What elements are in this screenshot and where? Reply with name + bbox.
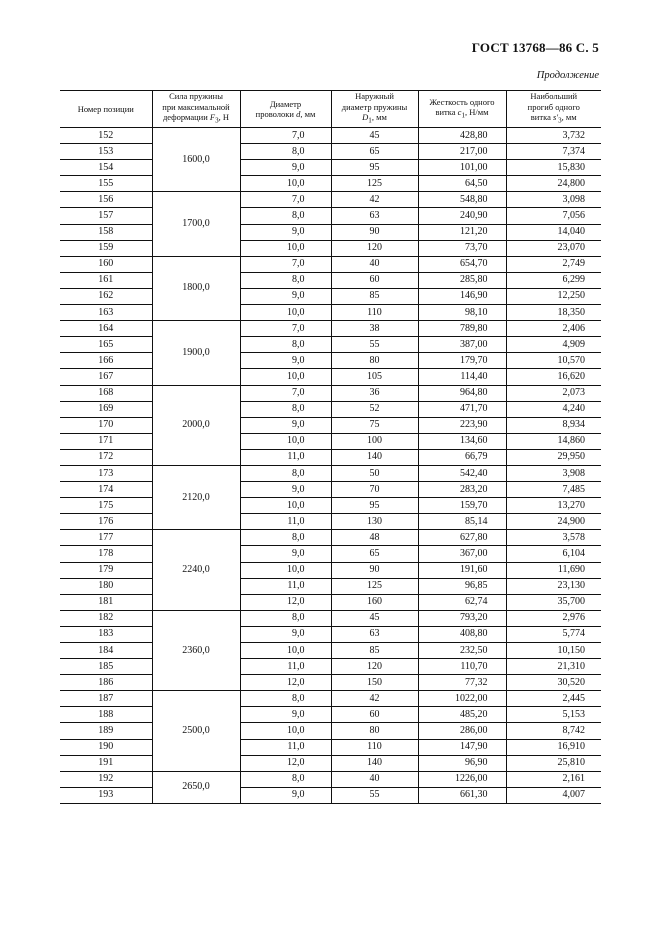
max-deflection-cell: 4,007 [506, 787, 601, 803]
position-cell: 177 [60, 530, 152, 546]
position-cell: 174 [60, 482, 152, 498]
table-row [60, 176, 601, 192]
position-cell: 176 [60, 514, 152, 530]
coil-stiffness-cell: 283,20 [418, 482, 506, 498]
wire-diameter-cell: 8,0 [240, 771, 331, 787]
outer-diameter-cell: 70 [331, 482, 418, 498]
max-deflection-cell: 7,056 [506, 208, 601, 224]
coil-stiffness-cell: 654,70 [418, 256, 506, 272]
position-cell: 188 [60, 707, 152, 723]
outer-diameter-cell: 110 [331, 305, 418, 321]
max-deflection-cell: 10,570 [506, 353, 601, 369]
coil-stiffness-cell: 485,20 [418, 707, 506, 723]
coil-stiffness-cell: 147,90 [418, 739, 506, 755]
table-row [60, 755, 601, 771]
coil-stiffness-cell: 66,79 [418, 449, 506, 465]
coil-stiffness-cell: 1022,00 [418, 691, 506, 707]
wire-diameter-cell: 8,0 [240, 337, 331, 353]
max-deflection-cell: 23,070 [506, 240, 601, 256]
position-cell: 154 [60, 160, 152, 176]
coil-stiffness-cell: 240,90 [418, 208, 506, 224]
outer-diameter-cell: 85 [331, 288, 418, 304]
header-max-deflection: Наибольший прогиб одного витка $s'_3$, мм [506, 91, 601, 128]
position-cell: 182 [60, 610, 152, 626]
outer-diameter-cell: 85 [331, 643, 418, 659]
position-cell: 165 [60, 337, 152, 353]
position-cell: 164 [60, 321, 152, 337]
coil-stiffness-cell: 85,14 [418, 514, 506, 530]
coil-stiffness-cell: 62,74 [418, 594, 506, 610]
header-coil-stiffness: Жесткость одного витка $c_1$, Н/мм [418, 91, 506, 128]
table-body [60, 128, 601, 804]
wire-diameter-cell: 9,0 [240, 288, 331, 304]
coil-stiffness-cell: 217,00 [418, 144, 506, 160]
force-cell: 2240,0 [152, 530, 240, 610]
table-row [60, 691, 601, 707]
table-row [60, 192, 601, 208]
position-cell: 191 [60, 755, 152, 771]
position-cell: 186 [60, 675, 152, 691]
outer-diameter-cell: 75 [331, 417, 418, 433]
position-cell: 181 [60, 594, 152, 610]
max-deflection-cell: 30,520 [506, 675, 601, 691]
max-deflection-cell: 14,860 [506, 433, 601, 449]
max-deflection-cell: 11,690 [506, 562, 601, 578]
max-deflection-cell: 25,810 [506, 755, 601, 771]
wire-diameter-cell: 9,0 [240, 626, 331, 642]
outer-diameter-cell: 63 [331, 626, 418, 642]
max-deflection-cell: 6,104 [506, 546, 601, 562]
header-position: Номер позиции [60, 91, 152, 128]
max-deflection-cell: 13,270 [506, 498, 601, 514]
table-row [60, 256, 601, 272]
wire-diameter-cell: 10,0 [240, 498, 331, 514]
position-cell: 187 [60, 691, 152, 707]
force-cell: 2000,0 [152, 385, 240, 465]
table-row [60, 144, 601, 160]
position-cell: 172 [60, 449, 152, 465]
table-row [60, 385, 601, 401]
outer-diameter-cell: 42 [331, 192, 418, 208]
table-row [60, 433, 601, 449]
max-deflection-cell: 35,700 [506, 594, 601, 610]
outer-diameter-cell: 100 [331, 433, 418, 449]
max-deflection-cell: 24,900 [506, 514, 601, 530]
outer-diameter-cell: 38 [331, 321, 418, 337]
position-cell: 160 [60, 256, 152, 272]
outer-diameter-cell: 125 [331, 578, 418, 594]
coil-stiffness-cell: 232,50 [418, 643, 506, 659]
wire-diameter-cell: 8,0 [240, 144, 331, 160]
table-row [60, 578, 601, 594]
outer-diameter-cell: 40 [331, 256, 418, 272]
max-deflection-cell: 5,153 [506, 707, 601, 723]
position-cell: 173 [60, 465, 152, 481]
outer-diameter-cell: 40 [331, 771, 418, 787]
wire-diameter-cell: 11,0 [240, 514, 331, 530]
position-cell: 190 [60, 739, 152, 755]
position-cell: 178 [60, 546, 152, 562]
wire-diameter-cell: 7,0 [240, 128, 331, 144]
wire-diameter-cell: 8,0 [240, 691, 331, 707]
outer-diameter-cell: 60 [331, 272, 418, 288]
position-cell: 180 [60, 578, 152, 594]
wire-diameter-cell: 7,0 [240, 256, 331, 272]
wire-diameter-cell: 8,0 [240, 208, 331, 224]
wire-diameter-cell: 11,0 [240, 449, 331, 465]
table-row [60, 160, 601, 176]
coil-stiffness-cell: 159,70 [418, 498, 506, 514]
wire-diameter-cell: 9,0 [240, 353, 331, 369]
position-cell: 184 [60, 643, 152, 659]
table-row [60, 659, 601, 675]
outer-diameter-cell: 45 [331, 128, 418, 144]
max-deflection-cell: 24,800 [506, 176, 601, 192]
spring-parameters-table [60, 90, 601, 804]
coil-stiffness-cell: 134,60 [418, 433, 506, 449]
outer-diameter-cell: 80 [331, 353, 418, 369]
coil-stiffness-cell: 471,70 [418, 401, 506, 417]
outer-diameter-cell: 120 [331, 240, 418, 256]
table-row [60, 675, 601, 691]
wire-diameter-cell: 8,0 [240, 530, 331, 546]
outer-diameter-cell: 160 [331, 594, 418, 610]
page-header: ГОСТ 13768—86 С. 5 [471, 40, 599, 55]
position-cell: 179 [60, 562, 152, 578]
position-cell: 156 [60, 192, 152, 208]
max-deflection-cell: 21,310 [506, 659, 601, 675]
position-cell: 162 [60, 288, 152, 304]
max-deflection-cell: 2,406 [506, 321, 601, 337]
outer-diameter-cell: 65 [331, 144, 418, 160]
table-row [60, 514, 601, 530]
coil-stiffness-cell: 101,00 [418, 160, 506, 176]
table-row [60, 240, 601, 256]
table-row [60, 626, 601, 642]
table-row [60, 771, 601, 787]
position-cell: 192 [60, 771, 152, 787]
coil-stiffness-cell: 661,30 [418, 787, 506, 803]
position-cell: 170 [60, 417, 152, 433]
wire-diameter-cell: 8,0 [240, 610, 331, 626]
force-cell: 1600,0 [152, 128, 240, 192]
outer-diameter-cell: 55 [331, 787, 418, 803]
coil-stiffness-cell: 64,50 [418, 176, 506, 192]
coil-stiffness-cell: 77,32 [418, 675, 506, 691]
table-row [60, 643, 601, 659]
coil-stiffness-cell: 548,80 [418, 192, 506, 208]
outer-diameter-cell: 90 [331, 224, 418, 240]
coil-stiffness-cell: 542,40 [418, 465, 506, 481]
coil-stiffness-cell: 223,90 [418, 417, 506, 433]
coil-stiffness-cell: 789,80 [418, 321, 506, 337]
wire-diameter-cell: 11,0 [240, 578, 331, 594]
max-deflection-cell: 4,240 [506, 401, 601, 417]
max-deflection-cell: 5,774 [506, 626, 601, 642]
max-deflection-cell: 6,299 [506, 272, 601, 288]
outer-diameter-cell: 95 [331, 498, 418, 514]
outer-diameter-cell: 130 [331, 514, 418, 530]
table-row [60, 353, 601, 369]
force-cell: 2120,0 [152, 465, 240, 529]
coil-stiffness-cell: 110,70 [418, 659, 506, 675]
table-row [60, 562, 601, 578]
wire-diameter-cell: 12,0 [240, 675, 331, 691]
table-row [60, 482, 601, 498]
continuation-label: Продолжение [536, 70, 599, 81]
outer-diameter-cell: 140 [331, 755, 418, 771]
position-cell: 183 [60, 626, 152, 642]
coil-stiffness-cell: 98,10 [418, 305, 506, 321]
coil-stiffness-cell: 146,90 [418, 288, 506, 304]
position-cell: 171 [60, 433, 152, 449]
position-cell: 169 [60, 401, 152, 417]
max-deflection-cell: 16,910 [506, 739, 601, 755]
max-deflection-cell: 14,040 [506, 224, 601, 240]
header-wire-diameter: Диаметр проволоки d, мм [240, 91, 331, 128]
wire-diameter-cell: 7,0 [240, 385, 331, 401]
table-row [60, 594, 601, 610]
table-row [60, 224, 601, 240]
max-deflection-cell: 8,934 [506, 417, 601, 433]
max-deflection-cell: 2,073 [506, 385, 601, 401]
coil-stiffness-cell: 627,80 [418, 530, 506, 546]
force-cell: 1800,0 [152, 256, 240, 320]
max-deflection-cell: 3,732 [506, 128, 601, 144]
wire-diameter-cell: 11,0 [240, 659, 331, 675]
wire-diameter-cell: 9,0 [240, 160, 331, 176]
position-cell: 157 [60, 208, 152, 224]
table-row [60, 707, 601, 723]
outer-diameter-cell: 55 [331, 337, 418, 353]
table-row [60, 128, 601, 144]
table-row [60, 337, 601, 353]
table-row [60, 401, 601, 417]
table-row [60, 546, 601, 562]
position-cell: 185 [60, 659, 152, 675]
max-deflection-cell: 3,098 [506, 192, 601, 208]
position-cell: 159 [60, 240, 152, 256]
position-cell: 193 [60, 787, 152, 803]
wire-diameter-cell: 10,0 [240, 643, 331, 659]
outer-diameter-cell: 140 [331, 449, 418, 465]
coil-stiffness-cell: 408,80 [418, 626, 506, 642]
max-deflection-cell: 10,150 [506, 643, 601, 659]
table-header-row [60, 91, 601, 128]
outer-diameter-cell: 105 [331, 369, 418, 385]
wire-diameter-cell: 10,0 [240, 723, 331, 739]
table-row [60, 610, 601, 626]
position-cell: 158 [60, 224, 152, 240]
wire-diameter-cell: 10,0 [240, 176, 331, 192]
outer-diameter-cell: 48 [331, 530, 418, 546]
max-deflection-cell: 12,250 [506, 288, 601, 304]
max-deflection-cell: 2,976 [506, 610, 601, 626]
outer-diameter-cell: 120 [331, 659, 418, 675]
max-deflection-cell: 8,742 [506, 723, 601, 739]
position-cell: 161 [60, 272, 152, 288]
wire-diameter-cell: 10,0 [240, 369, 331, 385]
header-outer-diameter: Наружный диаметр пружины $D_1$, мм [331, 91, 418, 128]
coil-stiffness-cell: 428,80 [418, 128, 506, 144]
max-deflection-cell: 3,908 [506, 465, 601, 481]
table-row [60, 417, 601, 433]
wire-diameter-cell: 11,0 [240, 739, 331, 755]
wire-diameter-cell: 8,0 [240, 401, 331, 417]
wire-diameter-cell: 8,0 [240, 272, 331, 288]
max-deflection-cell: 15,830 [506, 160, 601, 176]
force-cell: 2650,0 [152, 771, 240, 803]
header-force: Сила пружины при максимальной деформации $F_3$, Н [152, 91, 240, 128]
outer-diameter-cell: 95 [331, 160, 418, 176]
max-deflection-cell: 23,130 [506, 578, 601, 594]
position-cell: 167 [60, 369, 152, 385]
position-cell: 168 [60, 385, 152, 401]
table-row [60, 321, 601, 337]
coil-stiffness-cell: 367,00 [418, 546, 506, 562]
coil-stiffness-cell: 793,20 [418, 610, 506, 626]
wire-diameter-cell: 9,0 [240, 707, 331, 723]
table-row [60, 288, 601, 304]
table-row [60, 272, 601, 288]
outer-diameter-cell: 110 [331, 739, 418, 755]
outer-diameter-cell: 36 [331, 385, 418, 401]
coil-stiffness-cell: 1226,00 [418, 771, 506, 787]
wire-diameter-cell: 9,0 [240, 224, 331, 240]
wire-diameter-cell: 10,0 [240, 433, 331, 449]
coil-stiffness-cell: 96,85 [418, 578, 506, 594]
coil-stiffness-cell: 964,80 [418, 385, 506, 401]
force-cell: 2360,0 [152, 610, 240, 690]
wire-diameter-cell: 9,0 [240, 546, 331, 562]
coil-stiffness-cell: 387,00 [418, 337, 506, 353]
outer-diameter-cell: 45 [331, 610, 418, 626]
wire-diameter-cell: 9,0 [240, 482, 331, 498]
table-row [60, 530, 601, 546]
coil-stiffness-cell: 96,90 [418, 755, 506, 771]
position-cell: 152 [60, 128, 152, 144]
outer-diameter-cell: 80 [331, 723, 418, 739]
position-cell: 175 [60, 498, 152, 514]
position-cell: 153 [60, 144, 152, 160]
position-cell: 189 [60, 723, 152, 739]
coil-stiffness-cell: 121,20 [418, 224, 506, 240]
coil-stiffness-cell: 286,00 [418, 723, 506, 739]
max-deflection-cell: 16,620 [506, 369, 601, 385]
outer-diameter-cell: 150 [331, 675, 418, 691]
table-row [60, 723, 601, 739]
max-deflection-cell: 2,749 [506, 256, 601, 272]
max-deflection-cell: 4,909 [506, 337, 601, 353]
force-cell: 1900,0 [152, 321, 240, 385]
wire-diameter-cell: 8,0 [240, 465, 331, 481]
table-row [60, 369, 601, 385]
wire-diameter-cell: 10,0 [240, 305, 331, 321]
outer-diameter-cell: 52 [331, 401, 418, 417]
max-deflection-cell: 29,950 [506, 449, 601, 465]
coil-stiffness-cell: 179,70 [418, 353, 506, 369]
table-row [60, 498, 601, 514]
table-row [60, 449, 601, 465]
max-deflection-cell: 18,350 [506, 305, 601, 321]
coil-stiffness-cell: 114,40 [418, 369, 506, 385]
outer-diameter-cell: 90 [331, 562, 418, 578]
coil-stiffness-cell: 285,80 [418, 272, 506, 288]
wire-diameter-cell: 12,0 [240, 594, 331, 610]
position-cell: 163 [60, 305, 152, 321]
wire-diameter-cell: 9,0 [240, 787, 331, 803]
table-row [60, 465, 601, 481]
max-deflection-cell: 2,445 [506, 691, 601, 707]
coil-stiffness-cell: 191,60 [418, 562, 506, 578]
max-deflection-cell: 7,485 [506, 482, 601, 498]
outer-diameter-cell: 63 [331, 208, 418, 224]
max-deflection-cell: 3,578 [506, 530, 601, 546]
outer-diameter-cell: 65 [331, 546, 418, 562]
outer-diameter-cell: 125 [331, 176, 418, 192]
outer-diameter-cell: 50 [331, 465, 418, 481]
table-row [60, 739, 601, 755]
force-cell: 2500,0 [152, 691, 240, 771]
wire-diameter-cell: 9,0 [240, 417, 331, 433]
wire-diameter-cell: 7,0 [240, 321, 331, 337]
table-row [60, 208, 601, 224]
outer-diameter-cell: 60 [331, 707, 418, 723]
coil-stiffness-cell: 73,70 [418, 240, 506, 256]
max-deflection-cell: 7,374 [506, 144, 601, 160]
table-row [60, 787, 601, 803]
wire-diameter-cell: 10,0 [240, 240, 331, 256]
wire-diameter-cell: 12,0 [240, 755, 331, 771]
position-cell: 155 [60, 176, 152, 192]
outer-diameter-cell: 42 [331, 691, 418, 707]
max-deflection-cell: 2,161 [506, 771, 601, 787]
wire-diameter-cell: 7,0 [240, 192, 331, 208]
force-cell: 1700,0 [152, 192, 240, 256]
table-row [60, 305, 601, 321]
wire-diameter-cell: 10,0 [240, 562, 331, 578]
position-cell: 166 [60, 353, 152, 369]
